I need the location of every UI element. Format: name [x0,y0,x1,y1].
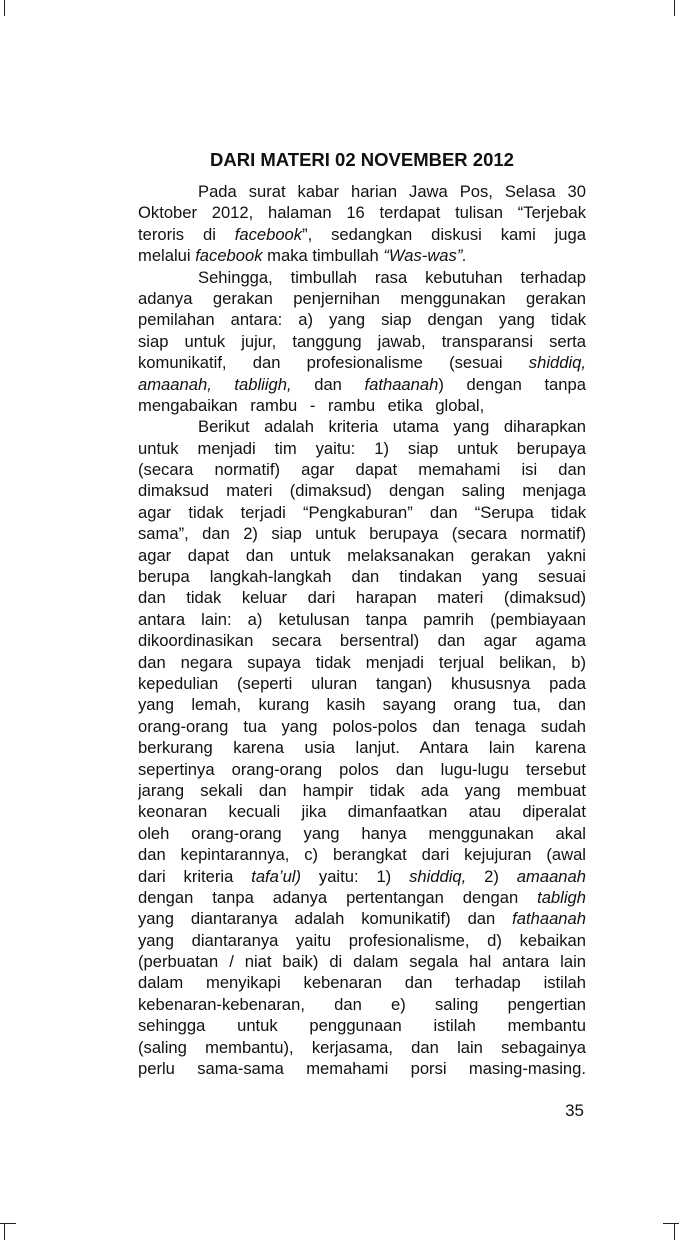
text-line: sehingga untuk penggunaan istilah membantu [138,1016,586,1036]
text-line: dan negara supaya tidak menjadi terjual belikan, b) [138,652,586,672]
text-line: berkurang karena usia lanjut. Antara lain karena [138,738,586,758]
text-line: jarang sekali dan hampir tidak ada yang membuat [138,780,586,800]
text-line: dan kepintarannya, c) berangkat dari kejujuran (awal [138,845,586,865]
text-line: yang lemah, kurang kasih sayang orang tua, dan [138,695,586,715]
text-line: sepertinya orang-orang polos dan lugu-lugu tersebut [138,759,586,779]
text-line: perlu sama-sama memahami porsi masing-masing. [138,1059,586,1079]
text-line: agar dapat dan untuk melaksanakan gerakan yakni [138,545,586,565]
text-line: kebenaran-kebenaran, dan e) saling pengertian [138,994,586,1014]
text-line: mengabaikan rambu - rambu etika global, [138,395,485,415]
text-line: pemilahan antara: a) yang siap dengan yang tidak [138,310,586,330]
crop-mark-top-right-v [674,0,675,16]
crop-mark-bottom-right-v [674,1224,675,1240]
text-line: dikoordinasikan secara bersentral) dan agar agama [138,631,586,651]
text-line: dimaksud materi (dimaksud) dengan saling menjaga [138,481,586,501]
text-line: yang diantaranya adalah komunikatif) dan fathaanah [138,909,586,929]
crop-mark-bottom-left-v [4,1224,5,1240]
crop-mark-bottom-left-h [0,1223,16,1224]
text-line: Sehingga, timbullah rasa kebutuhan terhadap [198,267,586,287]
text-line: (saling membantu), kerjasama, dan lain sebagainya [138,1037,586,1057]
text-line: antara lain: a) ketulusan tanpa pamrih (pembiayaan [138,609,586,629]
text-line: orang-orang tua yang polos-polos dan tenaga sudah [138,716,586,736]
text-line: amaanah, tabliigh, dan fathaanah) dengan tanpa [138,374,586,394]
text-line: adanya gerakan penjernihan menggunakan gerakan [138,288,586,308]
text-line: (secara normatif) agar dapat memahami isi dan [138,460,586,480]
text-line: Pada surat kabar harian Jawa Pos, Selasa 30 [198,182,586,201]
text-line: (perbuatan / niat baik) di dalam segala hal antara lain [138,952,586,972]
text-line: yang diantaranya yaitu profesionalisme, d) kebaikan [138,930,586,950]
text-line: keonaran kecuali jika dimanfaatkan atau diperalat [138,802,586,822]
text-line: agar tidak terjadi “Pengkaburan” dan “Serupa tidak [138,502,586,522]
text-line: sama”, dan 2) siap untuk berupaya (secara normatif) [138,524,586,544]
text-line: kepedulian (seperti uluran tangan) khususnya pada [138,673,586,693]
text-line: dalam menyikapi kebenaran dan terhadap istilah [138,973,586,993]
text-line: dan tidak keluar dari harapan materi (dimaksud) [138,588,586,608]
text-line: teroris di facebook”, sedangkan diskusi kami juga [138,224,586,244]
text-line: Oktober 2012, halaman 16 terdapat tulisan “Terjebak [138,203,586,223]
page-number: 35 [565,1101,584,1120]
page-heading: DARI MATERI 02 NOVEMBER 2012 [210,149,514,170]
text-line: berupa langkah-langkah dan tindakan yang sesuai [138,567,586,587]
text-line: dari kriteria tafa’ul) yaitu: 1) shiddiq, 2) amaanah [138,866,586,886]
text-line: oleh orang-orang yang hanya menggunakan akal [138,823,586,843]
crop-mark-top-left-v [4,0,5,16]
text-line: komunikatif, dan profesionalisme (sesuai shiddiq, [138,353,586,373]
text-line: dengan tanpa adanya pertentangan dengan tabligh [138,887,586,907]
text-line: melalui facebook maka timbullah “Was-was”. [138,246,467,266]
text-line: untuk menjadi tim yaitu: 1) siap untuk berupaya [138,438,586,458]
text-line: siap untuk jujur, tanggung jawab, transparansi serta [138,331,586,351]
body-text [138,181,586,1079]
crop-mark-bottom-right-h [663,1223,679,1224]
text-line: Berikut adalah kriteria utama yang diharapkan [198,417,586,437]
